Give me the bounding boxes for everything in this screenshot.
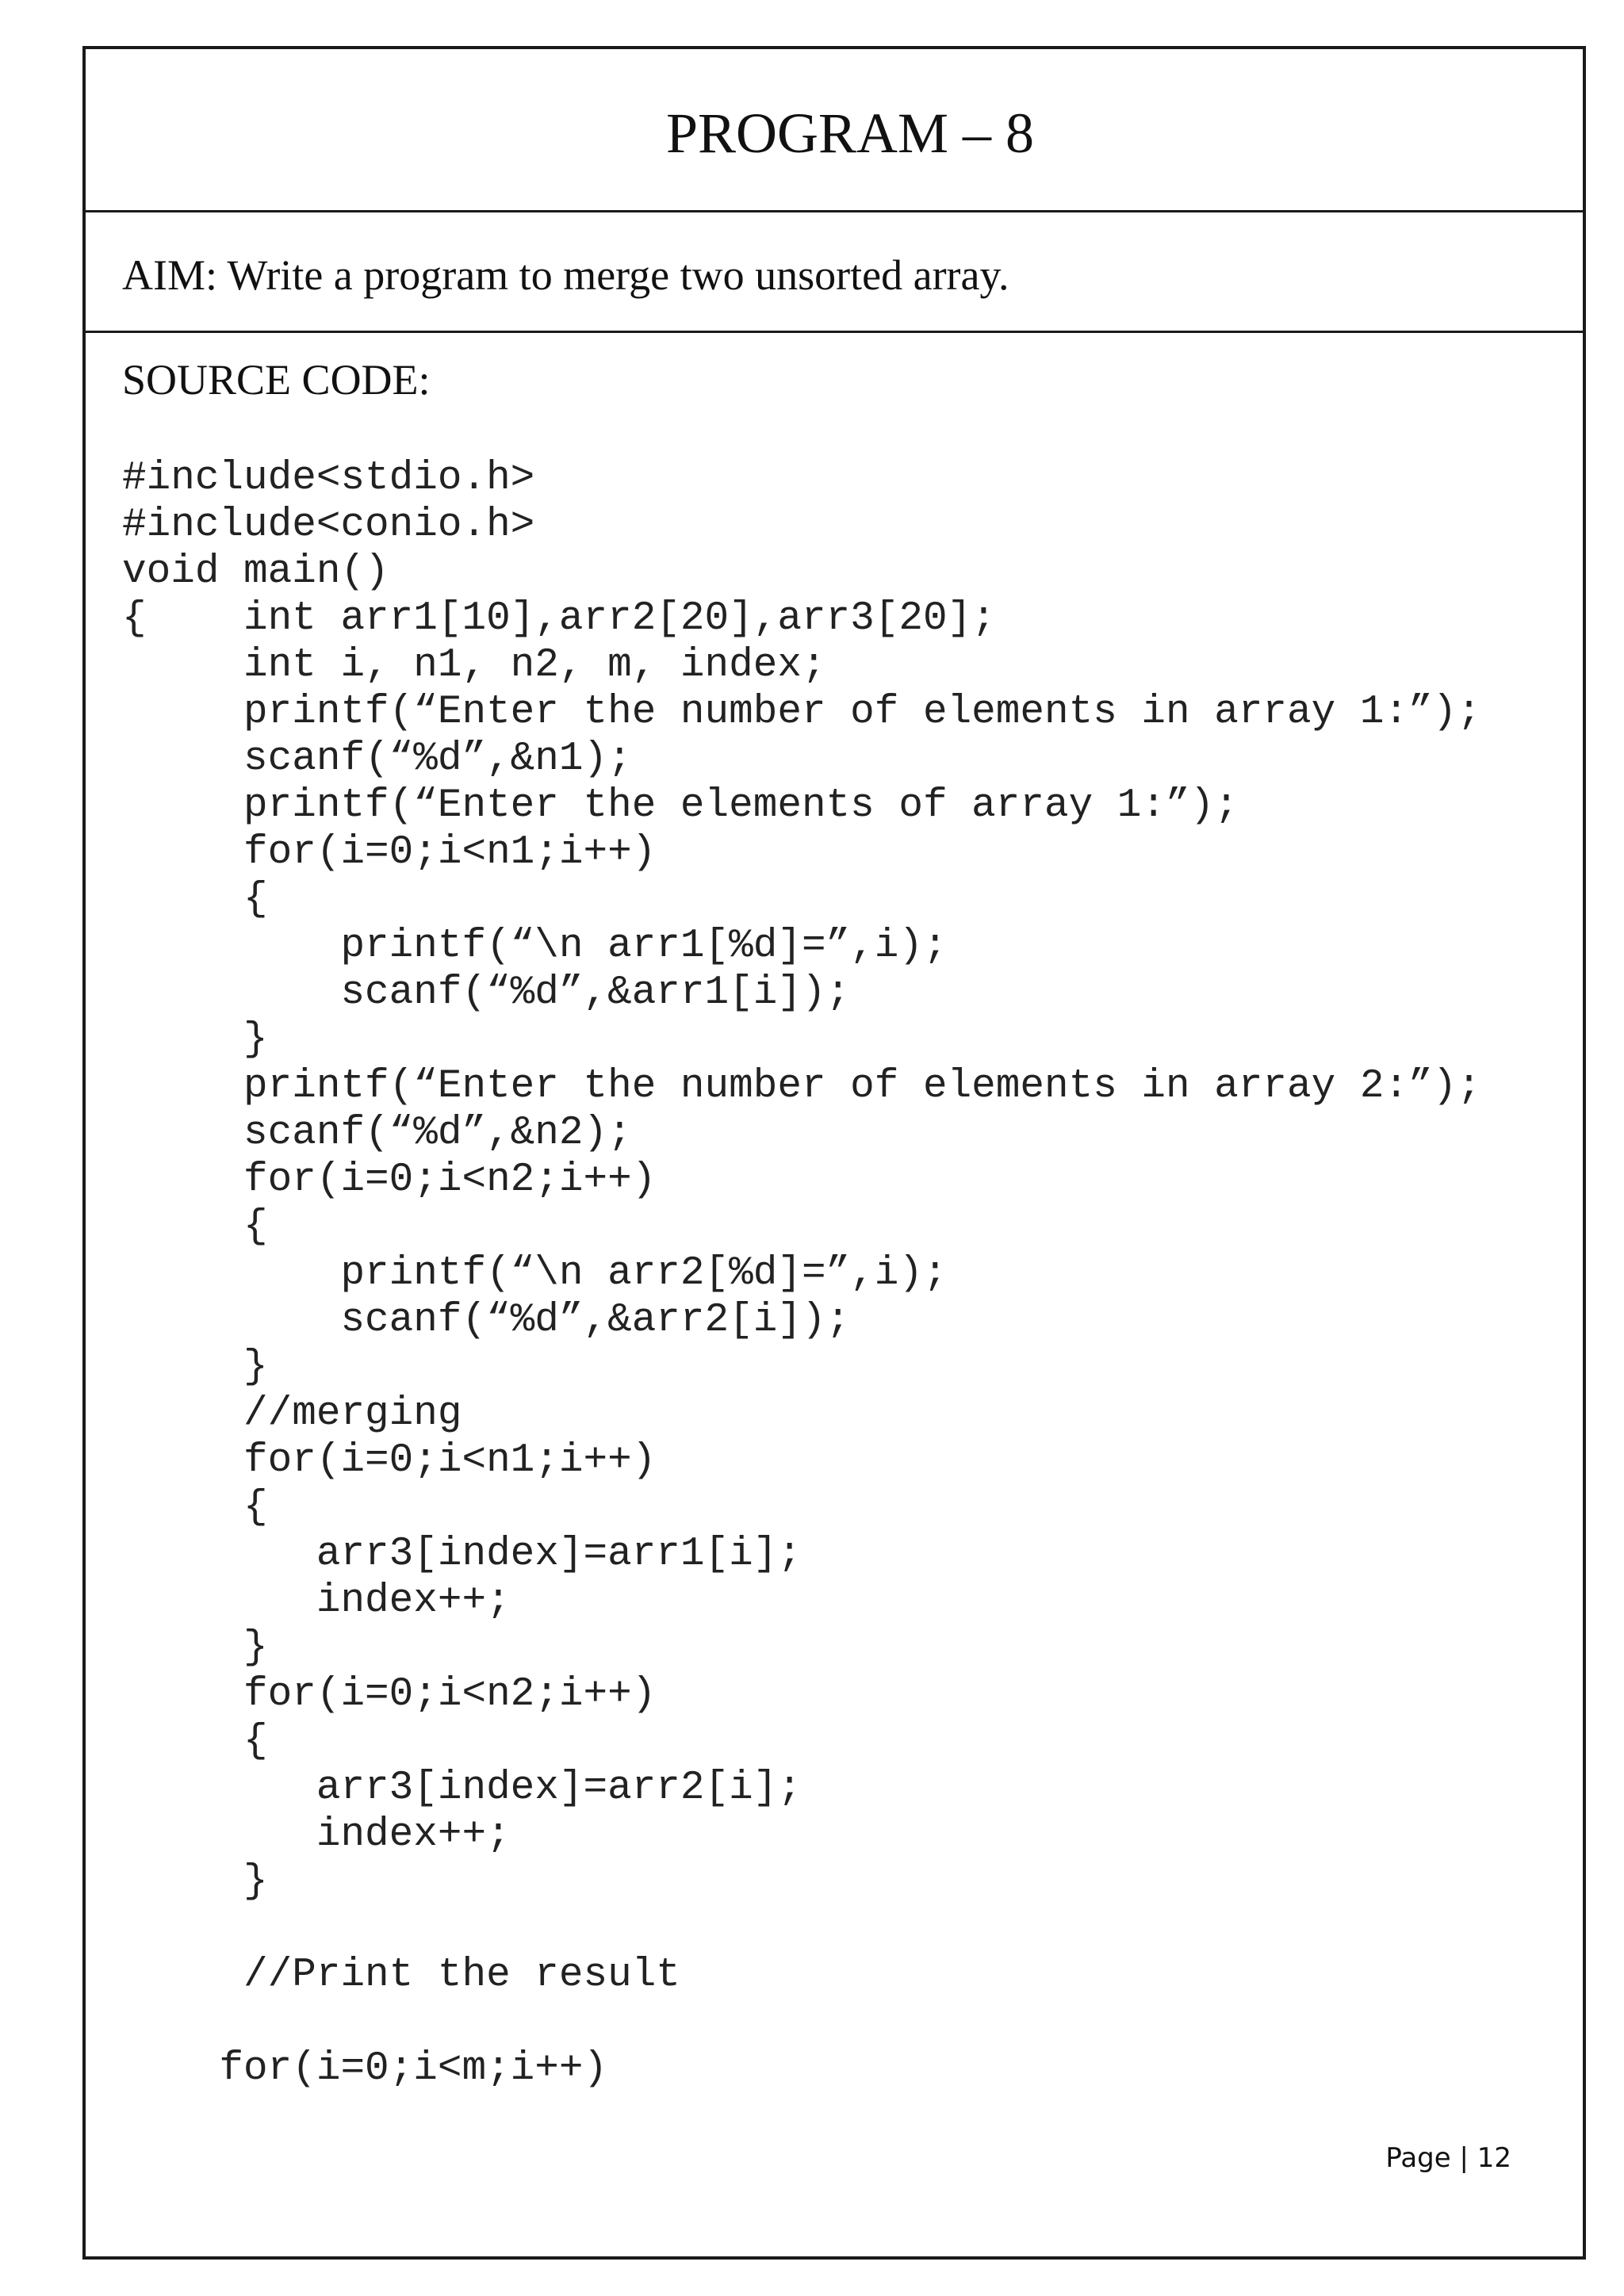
aim-statement: AIM: Write a program to merge two unsorted array. xyxy=(122,251,1009,299)
code-line: { xyxy=(122,877,268,922)
page-number: Page | 12 xyxy=(1385,2142,1511,2174)
page-title: PROGRAM – 8 xyxy=(665,101,1035,165)
code-line: int i, n1, n2, m, index; xyxy=(122,643,826,688)
aim-row xyxy=(86,212,1583,333)
code-line: //Print the result xyxy=(122,1953,680,1998)
code-line: printf(“Enter the number of elements in array 1:”); xyxy=(122,690,1481,735)
source-code-heading: SOURCE CODE: xyxy=(122,356,431,404)
code-line: for(i=0;i<n1;i++) xyxy=(122,1438,657,1483)
code-line: printf(“\n arr2[%d]=”,i); xyxy=(122,1251,948,1296)
code-line: { xyxy=(122,1204,268,1249)
code-line: index++; xyxy=(122,1812,511,1858)
source-code-block xyxy=(122,455,1481,2092)
code-line: printf(“Enter the elements of array 1:”); xyxy=(122,783,1239,828)
page-frame xyxy=(82,46,1586,2260)
code-line: { int arr1[10],arr2[20],arr3[20]; xyxy=(122,596,996,641)
code-line: scanf(“%d”,&arr1[i]); xyxy=(122,970,851,1016)
code-line: index++; xyxy=(122,1578,511,1624)
code-line: scanf(“%d”,&n1); xyxy=(122,737,632,782)
code-line: void main() xyxy=(122,549,389,595)
code-line: for(i=0;i<n2;i++) xyxy=(122,1672,657,1717)
code-line xyxy=(122,1905,1481,1952)
code-line: //merging xyxy=(122,1391,462,1437)
code-line: arr3[index]=arr1[i]; xyxy=(122,1532,802,1577)
code-line: } xyxy=(122,1345,268,1390)
code-line: } xyxy=(122,1017,268,1062)
code-line: printf(“\n arr1[%d]=”,i); xyxy=(122,924,948,969)
code-line: } xyxy=(122,1625,268,1670)
code-line: scanf(“%d”,&arr2[i]); xyxy=(122,1298,851,1343)
code-line: } xyxy=(122,1859,268,1904)
code-line xyxy=(122,1999,1481,2045)
code-line: for(i=0;i<n1;i++) xyxy=(122,830,657,875)
code-line: arr3[index]=arr2[i]; xyxy=(122,1766,802,1811)
code-line: #include<stdio.h> xyxy=(122,456,535,501)
code-line: for(i=0;i<m;i++) xyxy=(122,2046,608,2091)
code-line: for(i=0;i<n2;i++) xyxy=(122,1158,657,1203)
code-line: printf(“Enter the number of elements in array 2:”); xyxy=(122,1064,1481,1109)
code-line: #include<conio.h> xyxy=(122,503,535,548)
code-line: { xyxy=(122,1485,268,1530)
code-line: { xyxy=(122,1719,268,1764)
code-line: scanf(“%d”,&n2); xyxy=(122,1111,632,1156)
title-row xyxy=(86,49,1583,212)
